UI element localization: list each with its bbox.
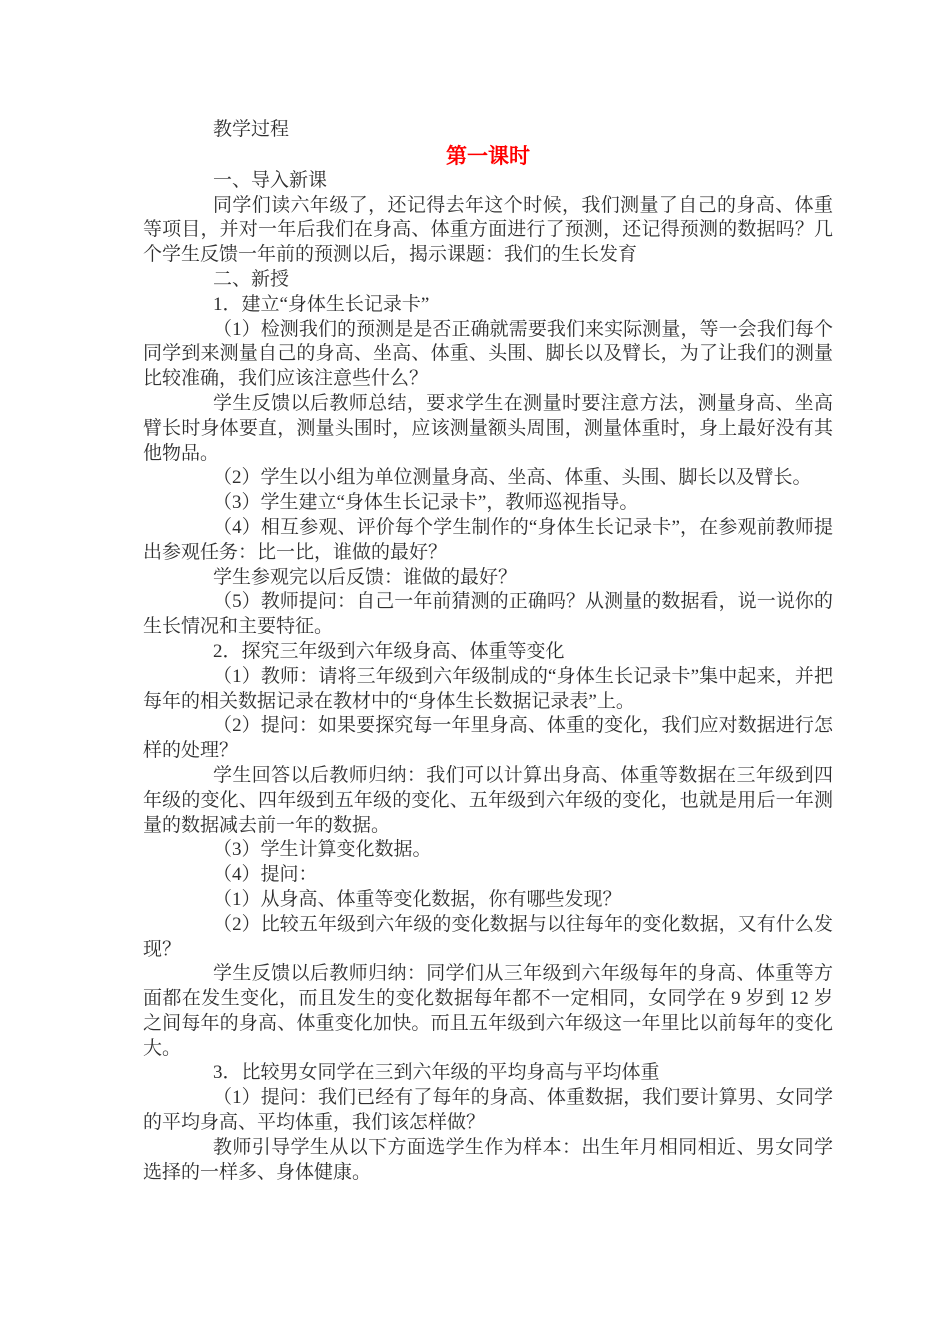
- paragraph: （2）提问：如果要探究每一年里身高、体重的变化，我们应对数据进行怎样的处理？: [143, 715, 833, 762]
- paragraph: 教师引导学生从以下方面选学生作为样本：出生年月相同相近、男女同学选择的一样多、身体健康。: [143, 1136, 833, 1183]
- doc-lead-title: 教学过程: [213, 119, 290, 140]
- paragraph-intro-label: 一、导入新课: [213, 169, 328, 191]
- paragraph: 学生回答以后教师归纳：我们可以计算出身高、体重等数据在三年级到四年级的变化、四年级到五年级的变化、五年级到六年级的变化，也就是用后一年测量的数据减去前一年的数据。: [143, 764, 833, 836]
- paragraph: 学生反馈以后教师总结，要求学生在测量时要注意方法，测量身高、坐高臂长时身体要直，测量头围时，应该测量额头周围，测量体重时，身上最好没有其他物品。: [143, 392, 833, 464]
- paragraph: （2）比较五年级到六年级的变化数据与以往每年的变化数据，又有什么发现？: [143, 913, 833, 960]
- paragraph: 同学们读六年级了，还记得去年这个时候，我们测量了自己的身高、体重等项目，并对一年后我们在身高、体重方面进行了预测，还记得预测的数据吗？几个学生反馈一年前的预测以后，揭示课题：我们的生长发育: [143, 194, 833, 266]
- paragraph: 学生反馈以后教师归纳：同学们从三年级到六年级每年的身高、体重等方面都在发生变化，而且发生的变化数据每年都不一定相同，女同学在 9 岁到 12 岁之间每年的身高、体重变化加快。而且五年级到六年级这一年里比以前每年的变化大。: [143, 963, 833, 1059]
- paragraph: （1）提问：我们已经有了每年的身高、体重数据，我们要计算男、女同学的平均身高、平均体重，我们该怎样做？: [143, 1087, 833, 1134]
- paragraph: （4）相互参观、评价每个学生制作的“身体生长记录卡”，在参观前教师提出参观任务：比一比，谁做的最好？: [143, 516, 833, 563]
- paragraph-section-label: 二、新授: [213, 268, 290, 290]
- paragraph: （2）学生以小组为单位测量身高、坐高、体重、头围、脚长以及臂长。: [213, 467, 812, 489]
- paragraph: （3）学生计算变化数据。: [213, 839, 432, 861]
- paragraph: 学生参观完以后反馈：谁做的最好？: [213, 566, 518, 588]
- paragraph: （4）提问：: [213, 864, 318, 886]
- paragraph-step-3: 3．比较男女同学在三到六年级的平均身高与平均体重: [213, 1062, 660, 1084]
- paragraph: （1）教师：请将三年级到六年级制成的“身体生长记录卡”集中起来，并把每年的相关数据记录在教材中的“身体生长数据记录表”上。: [143, 665, 833, 712]
- paragraph: （1）检测我们的预测是是否正确就需要我们来实际测量，等一会我们每个同学到来测量自己的身高、坐高、体重、头围、脚长以及臂长，为了让我们的测量比较准确，我们应该注意些什么？: [143, 318, 833, 390]
- paragraph-step-1: 1．建立“身体生长记录卡”: [213, 293, 430, 315]
- paragraph: （1）从身高、体重等变化数据，你有哪些发现？: [213, 888, 622, 910]
- paragraph-step-2: 2．探究三年级到六年级身高、体重等变化: [213, 640, 565, 662]
- paragraph: （5）教师提问：自己一年前猜测的正确吗？从测量的数据看，说一说你的生长情况和主要特征。: [143, 591, 833, 638]
- paragraph: （3）学生建立“身体生长记录卡”，教师巡视指导。: [213, 492, 639, 514]
- lesson-plan-page: [143, 118, 833, 1185]
- session-heading: 第一课时: [446, 143, 530, 168]
